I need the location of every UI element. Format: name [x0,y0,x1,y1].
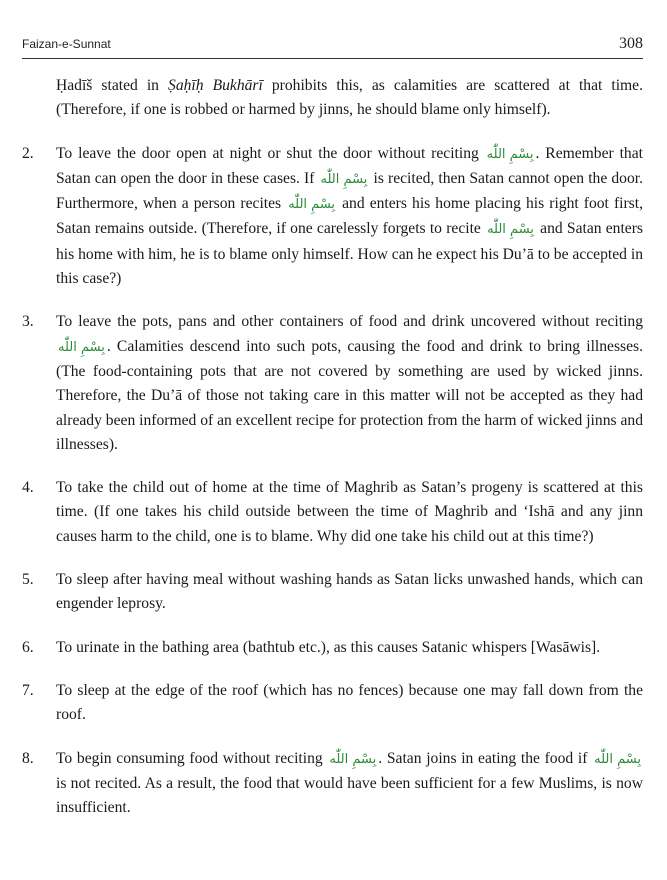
basmalah-glyph: بِسْمِ اللّٰه [58,339,105,355]
item-text: To urinate in the bathing area (bathtub etc.), as this causes Satanic whispers [Wasāwis]. [56,638,601,656]
text-segment: and enters his home placing his right foot first, Satan remains outside. (Therefore, if one carelessly forgets to recite [56,195,643,238]
text-segment: To leave the door open at night or shut the door without reciting [56,144,485,162]
list-item-8 [22,747,643,821]
item-text: To sleep after having meal without washing hands as Satan licks unwashed hands, which can engender leprosy. [56,571,643,613]
list-item-7 [22,679,643,728]
text-segment: and Satan enters his home with him, he is to blame only himself. How can he expect his Du’ā to be accepted in this case?) [56,220,643,288]
list-item-3 [22,310,643,457]
intro-paragraph [22,74,643,123]
intro-text: prohibits this, as calamities are scattered at that time. (Therefore, if one is robbed or harmed by jinns, he should blame only himself). [56,77,643,119]
basmalah-glyph: بِسْمِ اللّٰه [320,171,368,187]
item-number: 5. [22,571,34,589]
text-segment: is recited, then Satan cannot open the door. Furthermore, when a person recites [56,169,643,213]
item-text: To take the child out of home at the time of Maghrib as Satan’s progeny is scattered at this time. (If one takes his child outside between the time of Maghrib and ‘Ishā and any jinn causes harm to the child, one is to blame. Why did one take his child out at this time?) [56,479,643,545]
page-header [22,30,643,59]
intro-text: Ḥadīš stated in [56,77,169,94]
list-item-2 [22,142,643,292]
item-text [56,747,643,821]
basmalah-glyph: بِسْمِ اللّٰه [329,751,377,767]
text-segment: . Remember that Satan can open the door in these cases. If [56,144,643,187]
text-segment: is not recited. As a result, the food that would have been sufficient for a few Muslims, is now insufficient. [56,774,643,817]
text-segment: To begin consuming food without reciting [56,749,328,767]
item-number: 6. [22,638,34,656]
item-number: 7. [22,681,34,699]
source-title: Ṣaḥīḥ Bukhārī [168,77,263,94]
item-number: 3. [22,313,34,331]
item-number: 2. [22,144,34,162]
book-title: Faizan-e-Sunnat [22,37,111,51]
item-text: To sleep at the edge of the roof (which has no fences) because one may fall down from the roof. [56,681,643,724]
basmalah-glyph: بِسْمِ اللّٰه [594,751,641,767]
text-segment: . Calamities descend into such pots, causing the food and drink to bring illnesses. (The food-containing pots that are not covered by something are used by wicked jinns. Therefore, the Du’ā of those not taking care in this matter will not be accepted as they had already been informed of an excellent recipe for protection from the harm of wicked jinns and illnesses). [56,337,643,453]
basmalah-glyph: بِسْمِ اللّٰه [288,197,336,213]
list-item-5 [22,568,643,617]
text-segment: . Satan joins in eating the food if [378,749,593,767]
item-number: 4. [22,479,34,497]
item-number: 8. [22,749,34,767]
basmalah-glyph: بِسْمِ اللّٰه [486,146,534,162]
text-segment: To leave the pots, pans and other containers of food and drink uncovered without reciting [56,313,643,331]
page-body [22,74,643,820]
list-item-4 [22,476,643,549]
list-item-6 [22,636,643,660]
item-text [56,310,643,457]
basmalah-glyph: بِسْمِ اللّٰه [487,222,534,238]
item-text [56,142,643,292]
page-number: 308 [619,35,643,52]
